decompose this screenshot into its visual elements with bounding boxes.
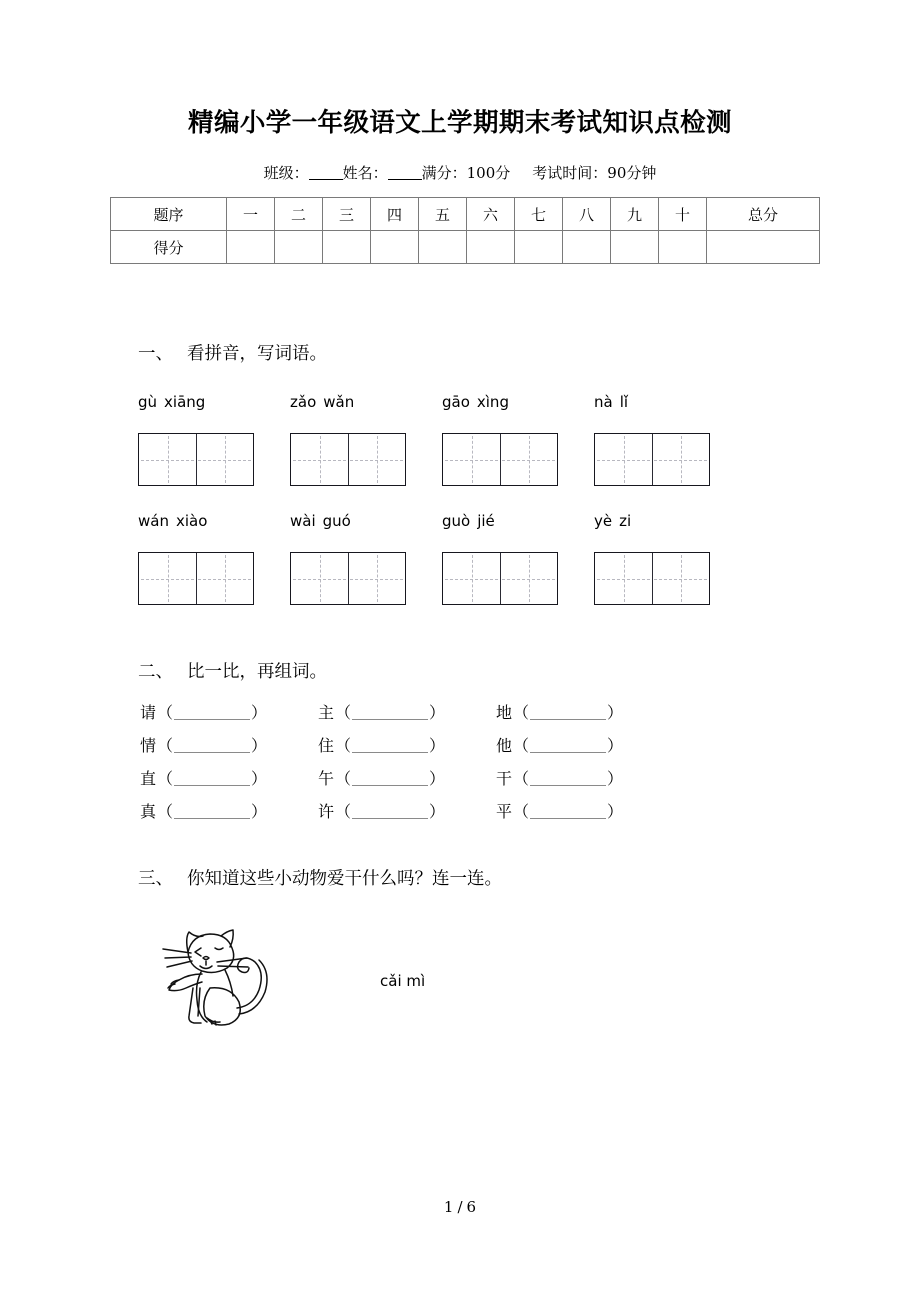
compare-char: 他 <box>496 736 513 755</box>
answer-blank[interactable] <box>530 706 606 720</box>
pinyin-word-7 <box>442 512 594 530</box>
close-paren: ） <box>607 769 624 788</box>
open-paren: （ <box>513 703 530 722</box>
pinyin-row-1 <box>138 393 746 411</box>
open-paren: （ <box>513 769 530 788</box>
close-paren: ） <box>607 703 624 722</box>
open-paren: （ <box>335 802 352 821</box>
exam-time-label: 考试时间： <box>532 164 608 182</box>
tianzige-pair[interactable] <box>290 552 406 605</box>
section-number-1: 一、 <box>138 344 173 364</box>
pinyin-syllable: jié <box>477 512 495 530</box>
pinyin-syllable: guò <box>442 512 471 530</box>
pinyin-word-4 <box>594 393 746 411</box>
compare-char: 许 <box>318 802 335 821</box>
total-page-number: 6 <box>466 1198 477 1216</box>
match-label-cai-mi[interactable]: cǎi mì <box>380 972 426 990</box>
compare-item <box>140 766 318 789</box>
compare-item <box>318 799 496 822</box>
col-header-3: 三 <box>323 198 371 231</box>
tianzige-cell[interactable] <box>595 434 652 485</box>
current-page-number: 1 <box>443 1198 454 1216</box>
score-cell-8[interactable] <box>563 231 611 264</box>
pinyin-syllable: wǎn <box>323 393 355 411</box>
score-cell-total[interactable] <box>707 231 820 264</box>
close-paren: ） <box>607 736 624 755</box>
tianzige-cell[interactable] <box>652 553 709 604</box>
section-title-2: 比一比，再组词。 <box>187 662 327 682</box>
compare-char: 住 <box>318 736 335 755</box>
compare-item <box>140 799 318 822</box>
section-heading-2 <box>138 658 327 683</box>
row-label-score: 得分 <box>111 231 227 264</box>
pinyin-word-3 <box>442 393 594 411</box>
open-paren: （ <box>513 736 530 755</box>
close-paren: ） <box>429 769 446 788</box>
compare-row-2 <box>140 733 674 766</box>
tianzige-cell[interactable] <box>595 553 652 604</box>
score-cell-2[interactable] <box>275 231 323 264</box>
close-paren: ） <box>251 769 268 788</box>
answer-blank[interactable] <box>352 805 428 819</box>
tianzige-pair[interactable] <box>138 552 254 605</box>
compare-char: 直 <box>140 769 157 788</box>
score-cell-3[interactable] <box>323 231 371 264</box>
open-paren: （ <box>513 802 530 821</box>
pinyin-syllable: gāo <box>442 393 470 411</box>
pinyin-word-1 <box>138 393 290 411</box>
tianzige-cell[interactable] <box>443 553 500 604</box>
compare-item <box>496 799 674 822</box>
tianzige-row-1 <box>138 433 746 490</box>
section-heading-1 <box>138 340 327 365</box>
compare-char: 地 <box>496 703 513 722</box>
tianzige-cell[interactable] <box>652 434 709 485</box>
close-paren: ） <box>429 703 446 722</box>
close-paren: ） <box>251 736 268 755</box>
row-label-question-order: 题序 <box>111 198 227 231</box>
open-paren: （ <box>335 769 352 788</box>
close-paren: ） <box>251 703 268 722</box>
pinyin-syllable: xìng <box>476 393 509 411</box>
exam-info-line <box>0 162 920 183</box>
pinyin-word-2 <box>290 393 442 411</box>
col-header-8: 八 <box>563 198 611 231</box>
open-paren: （ <box>157 736 174 755</box>
compare-item <box>496 766 674 789</box>
score-cell-7[interactable] <box>515 231 563 264</box>
section-number-2: 二、 <box>138 662 173 682</box>
answer-blank[interactable] <box>174 772 250 786</box>
pinyin-syllable: guó <box>322 512 351 530</box>
tianzige-pair[interactable] <box>594 433 710 486</box>
tianzige-group-5 <box>138 552 290 609</box>
compare-char: 干 <box>496 769 513 788</box>
score-cell-5[interactable] <box>419 231 467 264</box>
page-title: 精编小学一年级语文上学期期末考试知识点检测 <box>188 108 732 138</box>
score-cell-9[interactable] <box>611 231 659 264</box>
open-paren: （ <box>157 802 174 821</box>
tianzige-group-1 <box>138 433 290 490</box>
open-paren: （ <box>335 736 352 755</box>
compare-item <box>496 700 674 723</box>
pinyin-syllable: xiāng <box>164 393 206 411</box>
pinyin-syllable: zi <box>619 512 632 530</box>
name-blank[interactable] <box>388 165 422 180</box>
pinyin-syllable: wán <box>138 512 169 530</box>
tianzige-cell[interactable] <box>139 553 196 604</box>
tianzige-pair[interactable] <box>290 433 406 486</box>
answer-blank[interactable] <box>530 805 606 819</box>
score-cell-10[interactable] <box>659 231 707 264</box>
section-title-1: 看拼音，写词语。 <box>187 344 327 364</box>
compare-char: 平 <box>496 802 513 821</box>
compare-item <box>496 733 674 756</box>
class-blank[interactable] <box>309 165 343 180</box>
exam-time-value: 90分钟 <box>607 164 657 182</box>
tianzige-row-2 <box>138 552 746 609</box>
tianzige-cell[interactable] <box>348 434 405 485</box>
full-score-value: 100分 <box>466 164 511 182</box>
table-row-scores <box>111 231 820 264</box>
compare-item <box>318 766 496 789</box>
tianzige-group-2 <box>290 433 442 490</box>
tianzige-pair[interactable] <box>442 433 558 486</box>
pinyin-syllable: nà <box>594 393 613 411</box>
col-header-6: 六 <box>467 198 515 231</box>
pinyin-syllable: yè <box>594 512 613 530</box>
tianzige-cell[interactable] <box>443 434 500 485</box>
compare-words-grid <box>140 700 674 832</box>
tianzige-group-8 <box>594 552 746 609</box>
page-footer <box>0 1198 920 1216</box>
tianzige-group-3 <box>442 433 594 490</box>
score-cell-1[interactable] <box>227 231 275 264</box>
close-paren: ） <box>251 802 268 821</box>
compare-char: 主 <box>318 703 335 722</box>
col-header-1: 一 <box>227 198 275 231</box>
pinyin-word-8 <box>594 512 746 530</box>
col-header-7: 七 <box>515 198 563 231</box>
section-heading-3 <box>138 865 502 890</box>
compare-row-1 <box>140 700 674 733</box>
table-row-question-numbers <box>111 198 820 231</box>
pinyin-word-6 <box>290 512 442 530</box>
answer-blank[interactable] <box>352 739 428 753</box>
compare-char: 情 <box>140 736 157 755</box>
tianzige-cell[interactable] <box>291 553 348 604</box>
col-header-9: 九 <box>611 198 659 231</box>
pinyin-syllable: gù <box>138 393 158 411</box>
tianzige-group-4 <box>594 433 746 490</box>
pinyin-word-5 <box>138 512 290 530</box>
score-cell-6[interactable] <box>467 231 515 264</box>
compare-item <box>140 733 318 756</box>
section-number-3: 三、 <box>138 869 173 889</box>
col-header-10: 十 <box>659 198 707 231</box>
tianzige-cell[interactable] <box>291 434 348 485</box>
answer-blank[interactable] <box>174 706 250 720</box>
answer-blank[interactable] <box>352 772 428 786</box>
pinyin-syllable: wài <box>290 512 316 530</box>
open-paren: （ <box>157 769 174 788</box>
col-header-total: 总分 <box>707 198 820 231</box>
answer-blank[interactable] <box>174 739 250 753</box>
cat-illustration <box>155 922 285 1047</box>
tianzige-cell[interactable] <box>500 553 557 604</box>
answer-blank[interactable] <box>352 706 428 720</box>
tianzige-cell[interactable] <box>196 434 253 485</box>
close-paren: ） <box>607 802 624 821</box>
compare-char: 午 <box>318 769 335 788</box>
compare-item <box>318 700 496 723</box>
tianzige-group-6 <box>290 552 442 609</box>
answer-blank[interactable] <box>530 772 606 786</box>
tianzige-group-7 <box>442 552 594 609</box>
tianzige-cell[interactable] <box>139 434 196 485</box>
pinyin-row-2 <box>138 512 746 530</box>
tianzige-cell[interactable] <box>500 434 557 485</box>
col-header-4: 四 <box>371 198 419 231</box>
col-header-2: 二 <box>275 198 323 231</box>
tianzige-cell[interactable] <box>196 553 253 604</box>
tianzige-pair[interactable] <box>442 552 558 605</box>
compare-char: 请 <box>140 703 157 722</box>
answer-blank[interactable] <box>174 805 250 819</box>
open-paren: （ <box>157 703 174 722</box>
pinyin-syllable: xiào <box>175 512 208 530</box>
compare-row-4 <box>140 799 674 832</box>
tianzige-pair[interactable] <box>138 433 254 486</box>
col-header-5: 五 <box>419 198 467 231</box>
tianzige-pair[interactable] <box>594 552 710 605</box>
page-separator: / <box>457 1198 463 1216</box>
score-cell-4[interactable] <box>371 231 419 264</box>
close-paren: ） <box>429 802 446 821</box>
score-table <box>110 197 820 264</box>
tianzige-cell[interactable] <box>348 553 405 604</box>
compare-item <box>140 700 318 723</box>
pinyin-syllable: lǐ <box>619 393 629 411</box>
full-score-label: 满分： <box>421 164 467 182</box>
name-label: 姓名： <box>342 164 388 182</box>
pinyin-syllable: zǎo <box>290 393 317 411</box>
section-title-3: 你知道这些小动物爱干什么吗？连一连。 <box>187 869 502 889</box>
compare-item <box>318 733 496 756</box>
compare-row-3 <box>140 766 674 799</box>
open-paren: （ <box>335 703 352 722</box>
class-label: 班级： <box>263 164 309 182</box>
answer-blank[interactable] <box>530 739 606 753</box>
compare-char: 真 <box>140 802 157 821</box>
close-paren: ） <box>429 736 446 755</box>
